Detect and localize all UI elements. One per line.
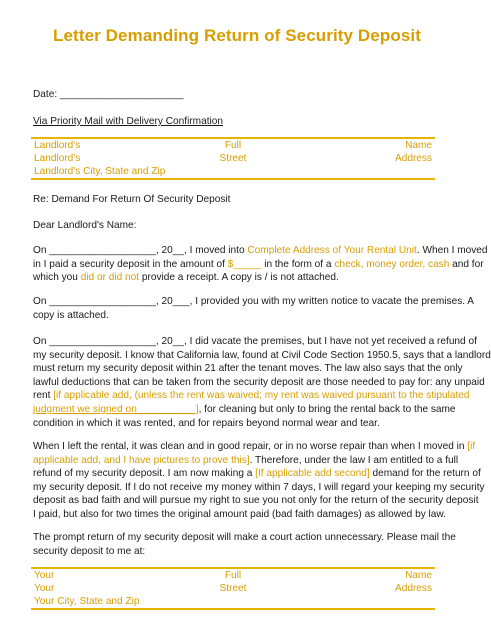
- landlord-name-col1: Landlord's: [34, 140, 81, 151]
- tenant-street-col1: Your: [34, 583, 55, 594]
- payment-form-placeholder: check, money order, cash: [334, 258, 450, 270]
- landlord-street-col1: Landlord's: [34, 153, 81, 164]
- judgment-date-placeholder: judgment we signed on __________]: [33, 403, 199, 415]
- salutation: Dear Landlord's Name:: [33, 220, 137, 231]
- p4-line3: refund of my security deposit. I am now making a [If applicable add second] demand for the return of: [33, 468, 481, 480]
- pictures-placeholder-end: applicable add, and I have pictures to prove this]: [33, 454, 250, 466]
- p4-line6: I paid, but also for two times the original amount paid (bad faith damages) as allowed by law.: [33, 508, 446, 520]
- via-line: Via Priority Mail with Delivery Confirmation: [33, 116, 223, 127]
- p1-line1: On ___________________, 20__, I moved into Complete Address of Your Rental Unit. When I moved: [33, 245, 488, 256]
- pictures-placeholder-start: [if: [467, 441, 476, 452]
- p1-line2: in I paid a security deposit in the amount of $_____ in the form of a check, money order, cash and for: [33, 258, 484, 270]
- p5-line1: The prompt return of my security deposit will make a court action unnecessary. Please mail the: [33, 532, 456, 543]
- p3-line7: condition in which it was rented, and for repairs beyond normal wear and tear.: [33, 417, 380, 429]
- landlord-street-col3: Address: [394, 153, 433, 164]
- landlord-address-box: [31, 137, 435, 180]
- tenant-street-col3: Address: [394, 583, 433, 594]
- p3-line4: lawful deductions that can be taken from the security deposit are those needed to pay for: any unpaid: [33, 376, 485, 388]
- landlord-city-row: [31, 165, 435, 178]
- tenant-name-col3: Name: [405, 570, 433, 581]
- p4-line1: When I left the rental, it was clean and in good repair, or in no worse repair than when I moved in [if: [33, 441, 476, 452]
- tenant-name-row: [31, 569, 435, 582]
- tenant-street-row: [31, 582, 435, 595]
- tenant-street-col2: Street: [219, 583, 247, 594]
- page-title: Letter Demanding Return of Security Deposit: [53, 26, 421, 45]
- p3-line3: must return my security deposit within 21 after the tenant moves. The law also says that the only: [33, 363, 463, 375]
- p4-line2: applicable add, and I have pictures to prove this]. Therefore, under the law I am entitled to a full: [33, 454, 459, 466]
- paragraph-move-in: [33, 244, 488, 285]
- tenant-city: Your City, State and Zip: [34, 596, 140, 607]
- paragraph-closing: [33, 531, 456, 558]
- second-demand-placeholder: [If applicable add second]: [255, 468, 370, 480]
- p3-line5: rent [if applicable add, (unless the rent was waived; my rent was waived pursuant to the stipulated: [33, 390, 470, 402]
- tenant-name-col2: Full: [224, 570, 242, 581]
- paragraph-vacate: [33, 335, 491, 430]
- tenant-name-col1: Your: [34, 570, 55, 581]
- p3-line2: my security deposit. I know that California law, found at Civil Code Section 1950.5, says that a landlord: [33, 349, 491, 361]
- paragraph-condition: [33, 440, 485, 522]
- p4-line4: my security deposit. If I do not receive my money within 7 days, I will regard your keeping my security: [33, 481, 485, 493]
- p2-line2: copy is attached.: [33, 309, 109, 321]
- p1-line3: which you did or did not provide a receipt. A copy is / is not attached.: [33, 272, 339, 284]
- p3-line6: judgment we signed on __________], for cleaning but only to bring the rental back to the same: [33, 403, 456, 415]
- landlord-street-row: [31, 152, 435, 165]
- deposit-amount-placeholder: $_____: [227, 258, 262, 270]
- p2-line1: On ___________________, 20___, I provided you with my written notice to vacate the premises. A: [33, 296, 475, 307]
- receipt-choice-placeholder: did or did not: [80, 272, 140, 284]
- rent-waiver-placeholder: [if applicable add, (unless the rent was waived; my rent was waived pursuant to the stipulated: [53, 390, 470, 402]
- landlord-name-col3: Name: [405, 140, 433, 151]
- landlord-city: Landlord's City, State and Zip: [34, 166, 166, 177]
- tenant-city-row: [31, 595, 435, 608]
- date-line: Date: ______________________: [33, 89, 184, 100]
- paragraph-notice: [33, 295, 475, 322]
- landlord-name-row: [31, 139, 435, 152]
- p5-line2: security deposit to me at:: [33, 545, 146, 557]
- landlord-street-col2: Street: [219, 153, 247, 164]
- tenant-address-box: [31, 567, 435, 610]
- landlord-name-col2: Full: [224, 140, 242, 151]
- re-line: Re: Demand For Return Of Security Deposit: [33, 194, 231, 205]
- rental-address-placeholder: Complete Address of Your Rental Unit: [247, 245, 417, 256]
- p3-line1: On ___________________, 20__, I did vacate the premises, but I have not yet received a refund of: [33, 336, 477, 347]
- p4-line5: deposit as bad faith and will pursue my right to sue you not only for the return of the security deposit: [33, 495, 479, 507]
